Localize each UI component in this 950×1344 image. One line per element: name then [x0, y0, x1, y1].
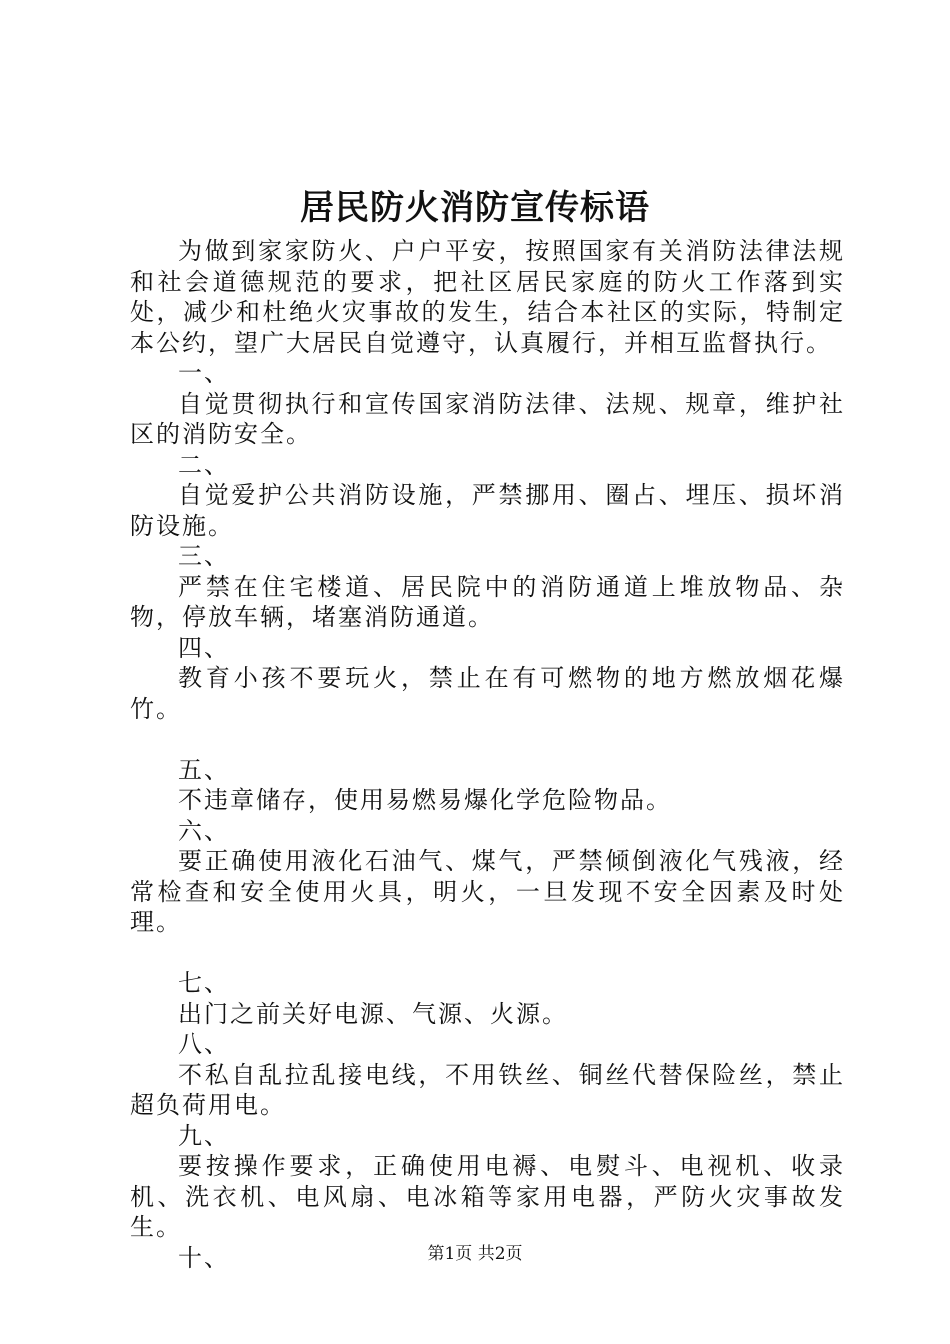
page-title: 居民防火消防宣传标语 [300, 188, 650, 228]
section-text: 出门之前关好电源、气源、火源。 [178, 999, 568, 1028]
section-number: 六、 [178, 816, 230, 845]
section-number: 七、 [178, 969, 230, 997]
blank-line [130, 724, 845, 755]
page-number: 第1页 共2页 [427, 1244, 523, 1264]
section-number: 一、 [178, 359, 230, 387]
section-number: 二、 [178, 450, 230, 479]
section-number: 十、 [178, 1243, 230, 1272]
section-number: 九、 [178, 1121, 230, 1150]
section-number: 五、 [178, 755, 230, 784]
section-text: 不私自乱拉乱接电线，不用铁丝、铜丝代替保险丝，禁止超负荷用电。 [130, 1060, 845, 1119]
section-number: 三、 [178, 542, 230, 570]
section-text: 不违章储存，使用易燃易爆化学危险物品。 [178, 786, 672, 814]
section-text: 要正确使用液化石油气、煤气，严禁倾倒液化气残液，经常检查和安全使用火具，明火，一旦发现不安全因素及时处理。 [130, 847, 845, 936]
section-text: 自觉贯彻执行和宣传国家消防法律、法规、规章，维护社区的消防安全。 [130, 389, 845, 448]
section-text: 严禁在住宅楼道、居民院中的消防通道上堆放物品、杂物，停放车辆，堵塞消防通道。 [130, 572, 845, 631]
section-text: 教育小孩不要玩火，禁止在有可燃物的地方燃放烟花爆竹。 [130, 664, 845, 723]
section-text: 要按操作要求，正确使用电褥、电熨斗、电视机、收录机、洗衣机、电风扇、电冰箱等家用电器，严防火灾事故发生。 [130, 1152, 845, 1241]
section-number: 八、 [178, 1030, 230, 1058]
blank-line [130, 938, 845, 969]
document-body [130, 236, 845, 1273]
intro-paragraph: 为做到家家防火、户户平安，按照国家有关消防法律法规和社会道德规范的要求，把社区居民家庭的防火工作落到实处，减少和杜绝火灾事故的发生，结合本社区的实际，特制定本公约，望广大居民自觉遵守，认真履行，并相互监督执行。 [130, 237, 845, 357]
section-number: 四、 [178, 633, 230, 662]
section-text: 自觉爱护公共消防设施，严禁挪用、圈占、埋压、损坏消防设施。 [130, 481, 845, 540]
